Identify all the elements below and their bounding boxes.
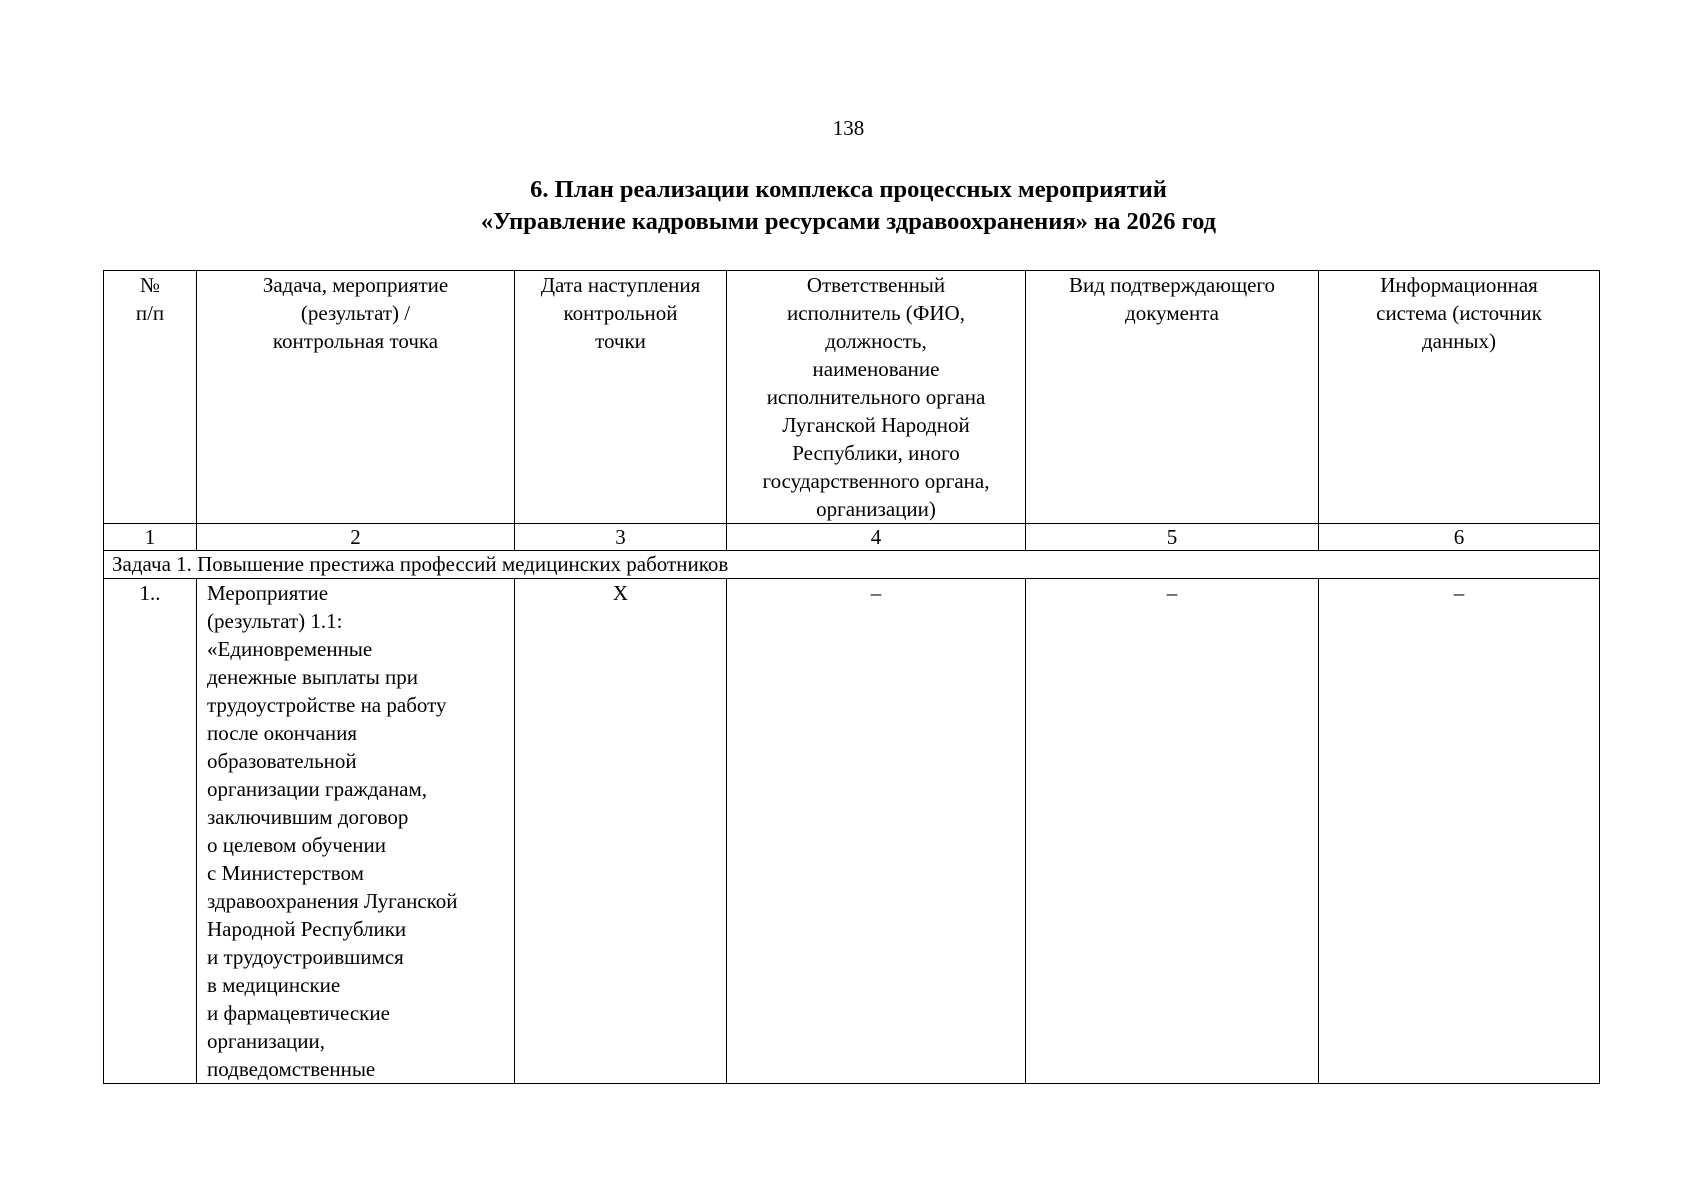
column-number-row — [104, 524, 1600, 551]
header-cell-document: Вид подтверждающего документа — [1026, 271, 1319, 524]
header-cell-date: Дата наступления контрольной точки — [515, 271, 727, 524]
header-cell-responsible: Ответственный исполнитель (ФИО, должность, наименование исполнительного органа Луганской Народной Республики, иного государственного органа, организации) — [727, 271, 1026, 524]
table-row — [104, 579, 1600, 1084]
task-row — [104, 551, 1600, 579]
column-number: 5 — [1026, 524, 1319, 551]
column-number: 6 — [1319, 524, 1600, 551]
responsible-executor: – — [727, 579, 1026, 1084]
plan-table — [103, 270, 1600, 1084]
event-description: Мероприятие (результат) 1.1: «Единовременные денежные выплаты при трудоустройстве на работу после окончания образовательной организации гражданам, заключившим договор о целевом обучении с Министерством здравоохранения Луганской Народной Республики и трудоустроившимся в медицинские и фармацевтические организации, подведомственные — [197, 579, 515, 1084]
header-cell-info-system: Информационная система (источник данных) — [1319, 271, 1600, 524]
header-cell-number: № п/п — [104, 271, 197, 524]
control-date: Х — [515, 579, 727, 1084]
header-cell-task: Задача, мероприятие (результат) / контрольная точка — [197, 271, 515, 524]
table-header-row — [104, 271, 1600, 524]
row-number: 1.. — [104, 579, 197, 1084]
column-number: 3 — [515, 524, 727, 551]
title-line-2: «Управление кадровыми ресурсами здравоохранения» на 2026 год — [480, 208, 1217, 235]
column-number: 1 — [104, 524, 197, 551]
column-number: 2 — [197, 524, 515, 551]
column-number: 4 — [727, 524, 1026, 551]
task-title: Задача 1. Повышение престижа профессий медицинских работников — [104, 551, 1600, 579]
page-title — [0, 174, 1697, 238]
information-system: – — [1319, 579, 1600, 1084]
page-number: 138 — [832, 116, 865, 140]
confirming-document: – — [1026, 579, 1319, 1084]
title-line-1: 6. План реализации комплекса процессных мероприятий — [530, 176, 1167, 203]
